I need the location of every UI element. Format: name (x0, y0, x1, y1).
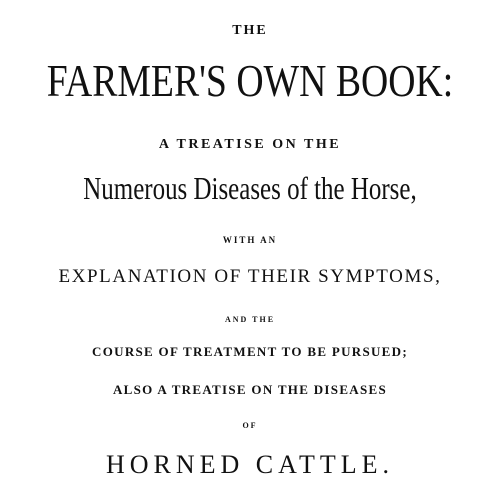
course-line: COURSE OF TREATMENT TO BE PURSUED; (92, 344, 408, 359)
explanation-line: EXPLANATION OF THEIR SYMPTOMS, (58, 266, 442, 287)
horned-cattle-line: HORNED CATTLE. (105, 450, 395, 479)
of-line: OF (242, 421, 258, 430)
with-an-line: WITH AN (222, 235, 278, 245)
treatise-line: A TREATISE ON THE (158, 137, 342, 152)
also-line: ALSO A TREATISE ON THE DISEASES (112, 382, 388, 397)
subject-line: Numerous Diseases of the Horse, (83, 170, 417, 206)
title-article: THE (232, 23, 268, 38)
and-the-line: AND THE (224, 315, 276, 324)
main-title: FARMER'S OWN BOOK: (46, 55, 454, 106)
